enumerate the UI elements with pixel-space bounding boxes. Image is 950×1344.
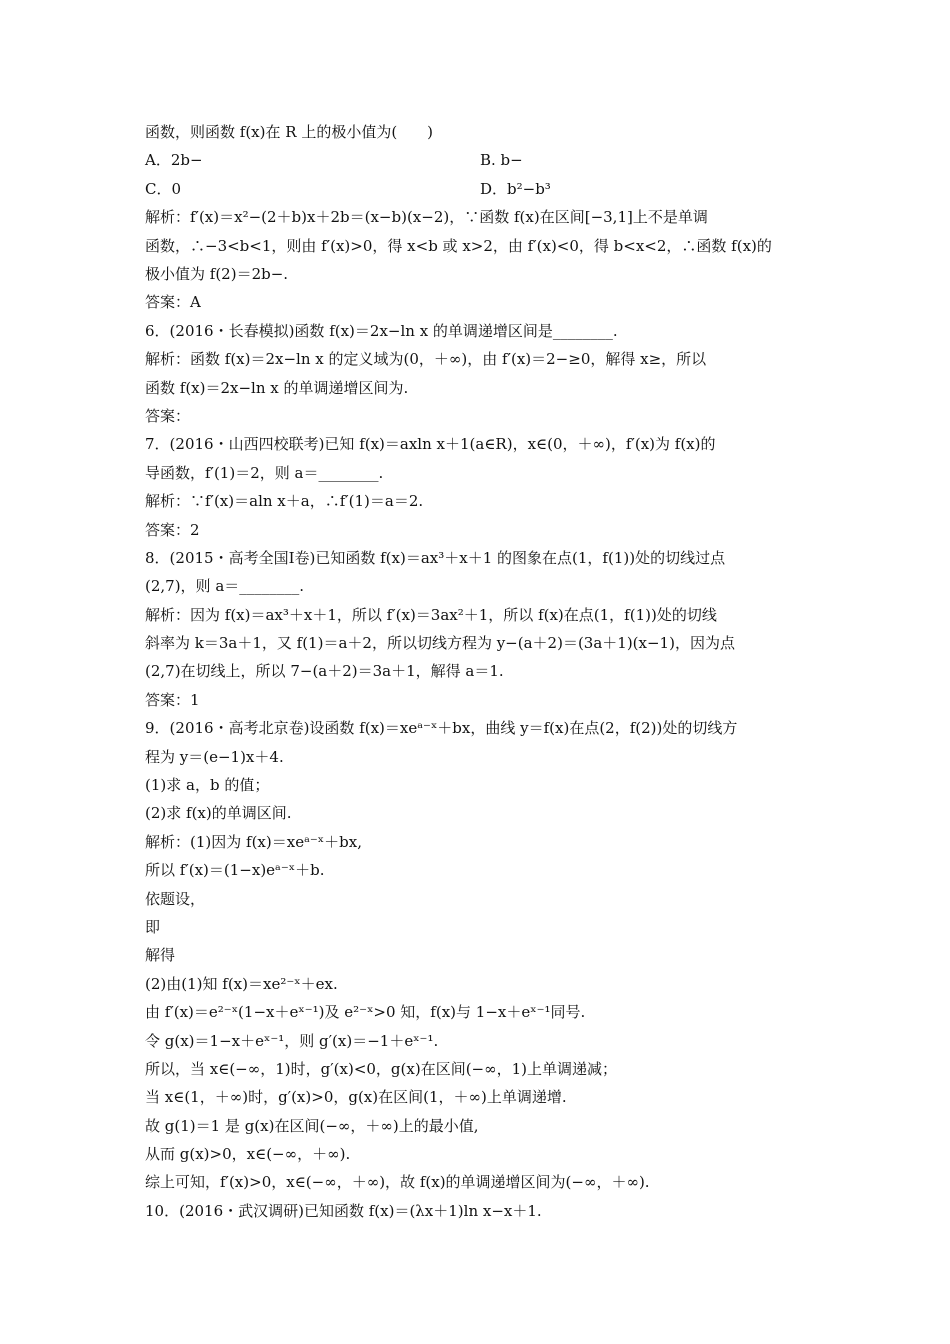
text-line: 解析：∵f′(x)＝aln x＋a，∴f′(1)＝a＝2. <box>145 492 424 511</box>
text-line: 6．(2016・长春模拟)函数 f(x)＝2x−ln x 的单调递增区间是________. <box>145 321 618 340</box>
options-row-cd <box>145 175 815 203</box>
text-line: 答案： <box>145 406 191 425</box>
text-line: 解析：f′(x)＝x²−(2＋b)x＋2b＝(x−b)(x−2)，∵函数 f(x)在区间[−3,1]上不是单调 <box>145 208 708 227</box>
document-body <box>145 203 815 1225</box>
document-page <box>145 118 815 1225</box>
option-d: D．b²−b³ <box>480 179 551 198</box>
text-line: 令 g(x)＝1−x＋eˣ⁻¹，则 g′(x)＝−1＋eˣ⁻¹. <box>145 1031 439 1050</box>
text-line: (2)由(1)知 f(x)＝xe²⁻ˣ＋ex. <box>145 974 338 993</box>
text-line: 导函数，f′(1)＝2，则 a＝________. <box>145 463 384 482</box>
text-line: 综上可知，f′(x)>0，x∈(−∞，＋∞)，故 f(x)的单调递增区间为(−∞，＋∞). <box>145 1173 650 1192</box>
options-row-ab <box>145 146 815 174</box>
text-line: 故 g(1)＝1 是 g(x)在区间(−∞，＋∞)上的最小值, <box>145 1116 479 1135</box>
text-line: 斜率为 k＝3a＋1，又 f(1)＝a＋2，所以切线方程为 y−(a＋2)＝(3a＋1)(x−1)，因为点 <box>145 634 735 653</box>
text-line: (2)求 f(x)的单调区间. <box>145 804 292 823</box>
option-c: C．0 <box>145 179 182 198</box>
text-line: 解析：因为 f(x)＝ax³＋x＋1，所以 f′(x)＝3ax²＋1，所以 f(x)在点(1，f(1))处的切线 <box>145 605 717 624</box>
text-line: 8．(2015・高考全国Ⅰ卷)已知函数 f(x)＝ax³＋x＋1 的图象在点(1，f(1))处的切线过点 <box>145 548 726 567</box>
text-line: 答案：2 <box>145 520 200 539</box>
text-line: 解析：(1)因为 f(x)＝xeᵃ⁻ˣ＋bx, <box>145 832 362 851</box>
option-b: B. b− <box>480 151 523 170</box>
text-line: 答案：A <box>145 293 201 312</box>
text-line: 程为 y＝(e−1)x＋4. <box>145 747 284 766</box>
option-a: A．2b− <box>145 151 203 170</box>
text-line: 由 f′(x)＝e²⁻ˣ(1−x＋eˣ⁻¹)及 e²⁻ˣ>0 知，f(x)与 1−x＋eˣ⁻¹同号. <box>145 1003 586 1022</box>
text-line: 从而 g(x)>0，x∈(−∞，＋∞). <box>145 1145 351 1164</box>
text-line: 即 <box>145 917 161 936</box>
text-line: 答案：1 <box>145 690 200 709</box>
text-line: 当 x∈(1，＋∞)时，g′(x)>0，g(x)在区间(1，＋∞)上单调递增. <box>145 1088 567 1107</box>
text-line: (2,7)，则 a＝________. <box>145 577 305 596</box>
text-line: 函数，∴−3<b<1，则由 f′(x)>0，得 x<b 或 x>2，由 f′(x)<0，得 b<x<2，∴函数 f(x)的 <box>145 236 772 255</box>
text-line: 9．(2016・高考北京卷)设函数 f(x)＝xeᵃ⁻ˣ＋bx，曲线 y＝f(x)在点(2，f(2))处的切线方 <box>145 719 738 738</box>
text-line: 函数，则函数 f(x)在 R 上的极小值为( ) <box>145 123 434 141</box>
text-line: 10．(2016・武汉调研)已知函数 f(x)＝(λx＋1)ln x−x＋1. <box>145 1201 542 1220</box>
text-line: 所以，当 x∈(−∞，1)时，g′(x)<0，g(x)在区间(−∞，1)上单调递减； <box>145 1059 618 1078</box>
text-line: (2,7)在切线上，所以 7−(a＋2)＝3a＋1，解得 a＝1. <box>145 662 504 681</box>
text-line: 7．(2016・山西四校联考)已知 f(x)＝axln x＋1(a∈R)，x∈(0，＋∞)，f′(x)为 f(x)的 <box>145 435 716 454</box>
text-line: 依题设， <box>145 889 206 908</box>
text-line: 解得 <box>145 946 176 965</box>
text-line: 解析：函数 f(x)＝2x−ln x 的定义域为(0，＋∞)，由 f′(x)＝2−≥0，解得 x≥，所以 <box>145 350 707 369</box>
text-line: (1)求 a，b 的值； <box>145 776 270 795</box>
text-line: 所以 f′(x)＝(1−x)eᵃ⁻ˣ＋b. <box>145 861 325 880</box>
text-line: 函数 f(x)＝2x−ln x 的单调递增区间为. <box>145 378 409 397</box>
text-line: 极小值为 f(2)＝2b−. <box>145 264 289 283</box>
